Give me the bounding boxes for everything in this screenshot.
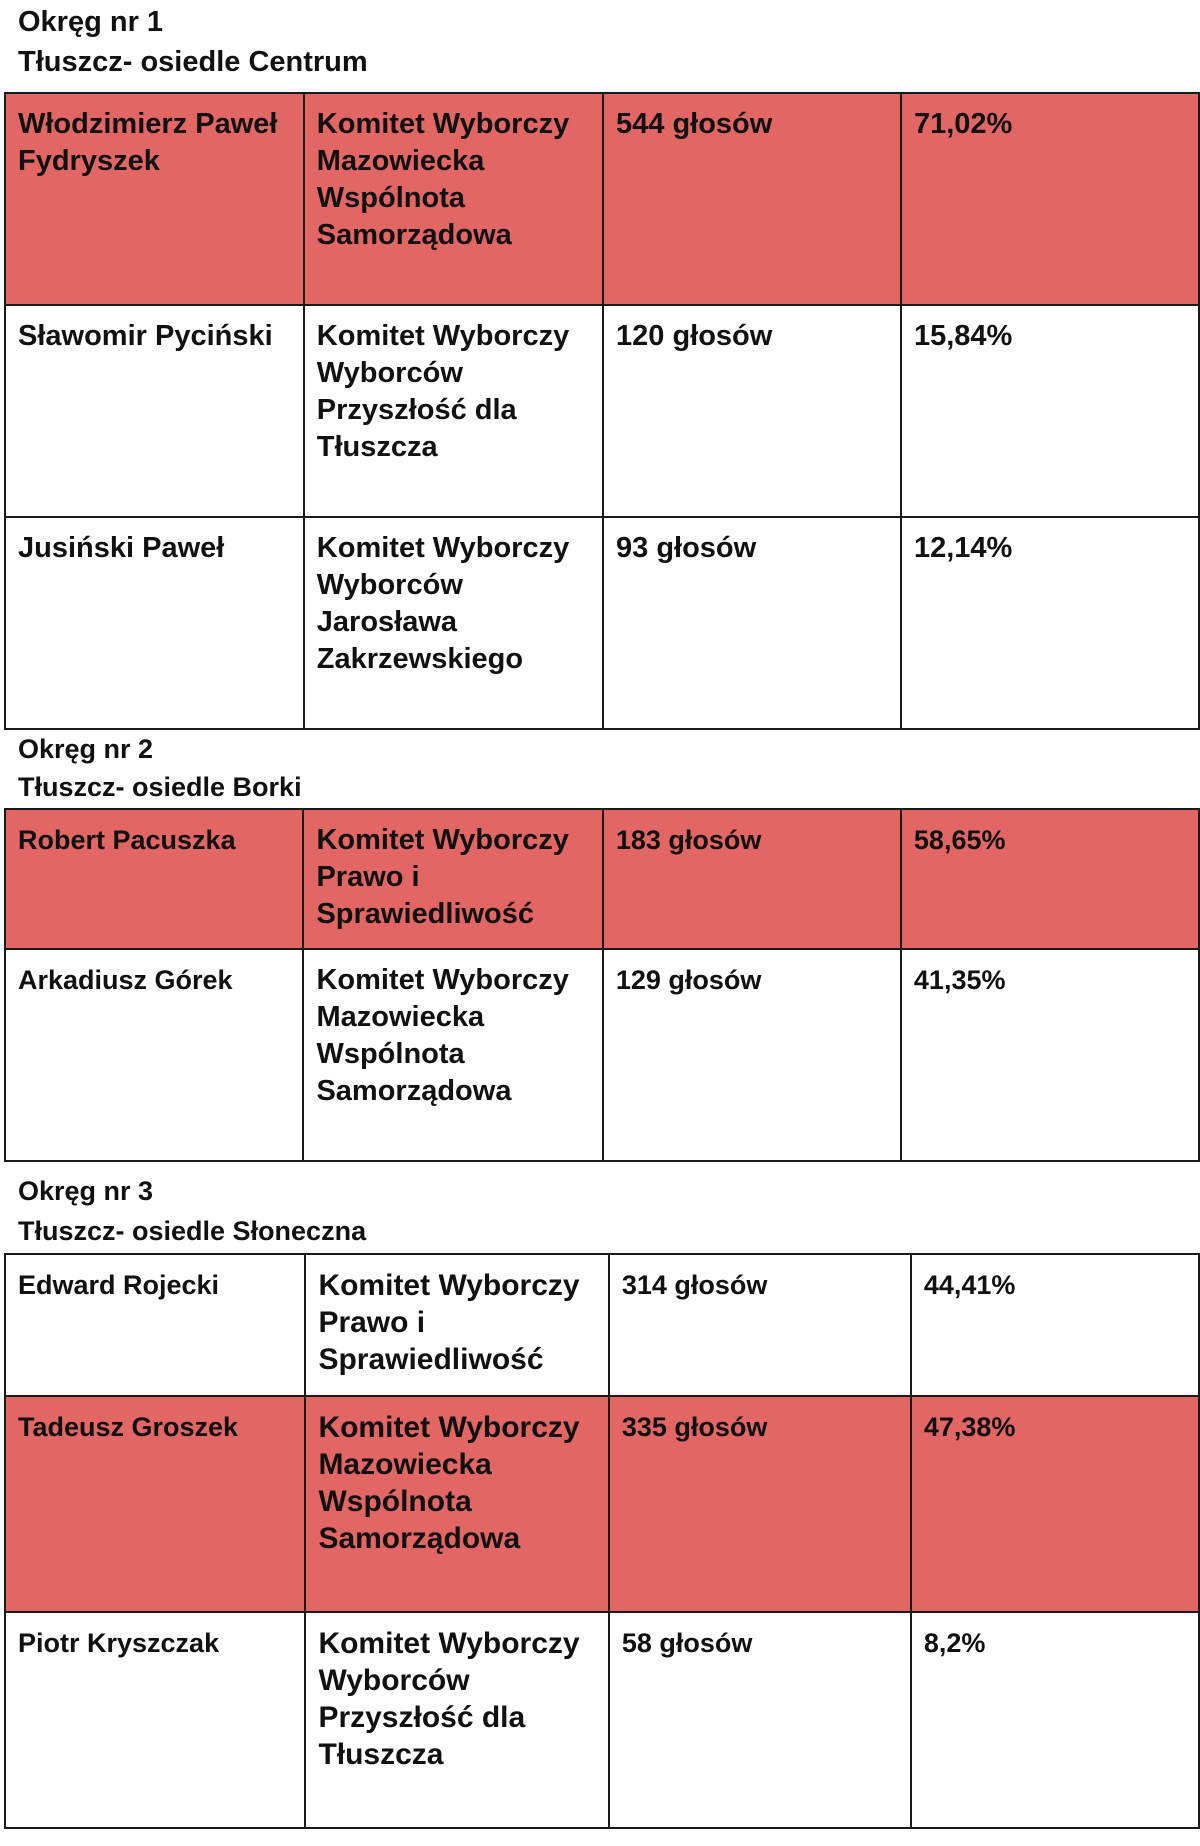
vote-percent: 44,41% bbox=[911, 1254, 1199, 1396]
candidate-name: Włodzimierz Paweł Fydryszek bbox=[5, 93, 304, 305]
committee-name: Komitet Wyborczy Wyborców Przyszłość dla Tłuszcza bbox=[304, 305, 603, 517]
table-row bbox=[5, 93, 1199, 305]
table-row bbox=[5, 1396, 1199, 1612]
candidate-name: Robert Pacuszka bbox=[5, 809, 303, 949]
vote-percent: 58,65% bbox=[901, 809, 1199, 949]
vote-count: 544 głosów bbox=[603, 93, 901, 305]
committee-name: Komitet Wyborczy Prawo i Sprawiedliwość bbox=[303, 809, 602, 949]
committee-name: Komitet Wyborczy Mazowiecka Wspólnota Samorządowa bbox=[304, 93, 603, 305]
committee-name: Komitet Wyborczy Wyborców Przyszłość dla Tłuszcza bbox=[305, 1612, 608, 1828]
table-row bbox=[5, 1612, 1199, 1828]
table-row bbox=[5, 305, 1199, 517]
vote-percent: 15,84% bbox=[901, 305, 1199, 517]
candidate-name: Tadeusz Groszek bbox=[5, 1396, 305, 1612]
candidate-name: Edward Rojecki bbox=[5, 1254, 305, 1396]
committee-name: Komitet Wyborczy Wyborców Jarosława Zakrzewskiego bbox=[304, 517, 603, 729]
table-row bbox=[5, 517, 1199, 729]
vote-percent: 8,2% bbox=[911, 1612, 1199, 1828]
vote-percent: 71,02% bbox=[901, 93, 1199, 305]
district-2-results-table bbox=[4, 808, 1200, 1162]
district-title: Okręg nr 3 bbox=[18, 1176, 154, 1206]
committee-name: Komitet Wyborczy Mazowiecka Wspólnota Samorządowa bbox=[303, 949, 602, 1161]
table-row bbox=[5, 1254, 1199, 1396]
vote-count: 129 głosów bbox=[603, 949, 901, 1161]
vote-count: 58 głosów bbox=[609, 1612, 911, 1828]
table-row bbox=[5, 809, 1199, 949]
committee-name: Komitet Wyborczy Prawo i Sprawiedliwość bbox=[305, 1254, 608, 1396]
vote-percent: 12,14% bbox=[901, 517, 1199, 729]
vote-count: 335 głosów bbox=[609, 1396, 911, 1612]
vote-percent: 47,38% bbox=[911, 1396, 1199, 1612]
committee-name: Komitet Wyborczy Mazowiecka Wspólnota Samorządowa bbox=[305, 1396, 608, 1612]
vote-percent: 41,35% bbox=[901, 949, 1199, 1161]
table-row bbox=[5, 949, 1199, 1161]
vote-count: 183 głosów bbox=[603, 809, 901, 949]
candidate-name: Jusiński Paweł bbox=[5, 517, 304, 729]
district-1-results-table bbox=[4, 92, 1200, 730]
vote-count: 120 głosów bbox=[603, 305, 901, 517]
district-subtitle: Tłuszcz- osiedle Słoneczna bbox=[18, 1216, 367, 1246]
district-title: Okręg nr 1 bbox=[18, 6, 164, 38]
candidate-name: Sławomir Pyciński bbox=[5, 305, 304, 517]
district-3-results-table bbox=[4, 1253, 1200, 1829]
district-title: Okręg nr 2 bbox=[18, 734, 154, 764]
district-subtitle: Tłuszcz- osiedle Borki bbox=[18, 772, 302, 802]
vote-count: 93 głosów bbox=[603, 517, 901, 729]
vote-count: 314 głosów bbox=[609, 1254, 911, 1396]
candidate-name: Piotr Kryszczak bbox=[5, 1612, 305, 1828]
district-subtitle: Tłuszcz- osiedle Centrum bbox=[18, 46, 368, 78]
candidate-name: Arkadiusz Górek bbox=[5, 949, 303, 1161]
